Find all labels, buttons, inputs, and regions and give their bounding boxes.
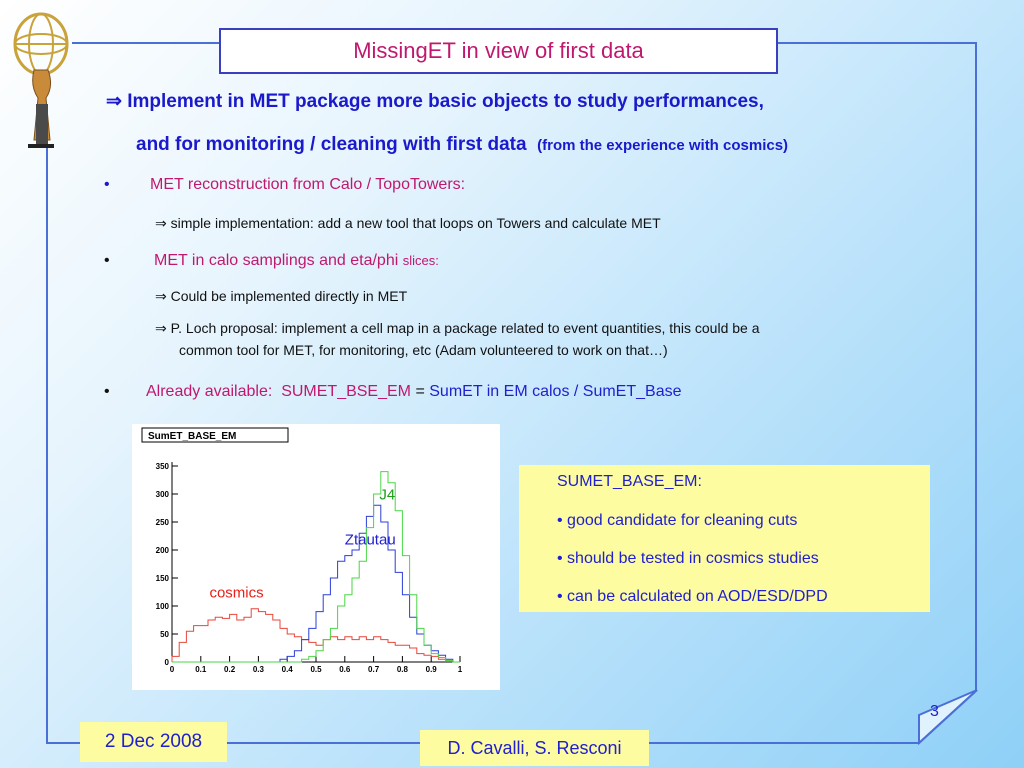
frame-bottom-mid-line: [227, 742, 420, 744]
footer-authors: D. Cavalli, S. Resconi: [420, 730, 649, 766]
bullet-marker: •: [104, 252, 110, 269]
y-tick-label: 0: [164, 658, 169, 667]
frame-left-line: [46, 148, 48, 742]
x-tick-label: 0.2: [224, 665, 236, 674]
x-tick-label: 0.4: [281, 665, 293, 674]
bullet-marker: •: [104, 176, 110, 193]
chart-title: SumET_BASE_EM: [148, 431, 237, 442]
info-box-line-3: • should be tested in cosmics studies: [557, 550, 819, 567]
x-tick-label: 0.5: [310, 665, 322, 674]
annotation-j4: J4: [379, 486, 396, 504]
headline-line2: [136, 134, 788, 156]
atlas-logo-icon: [10, 8, 72, 150]
bullet-3-text-b: SUMET_BSE_EM: [281, 383, 411, 400]
info-box: [519, 465, 930, 612]
x-tick-label: 0.6: [339, 665, 351, 674]
annotation-cosmics: cosmics: [209, 584, 264, 602]
frame-top-right-line: [775, 42, 977, 44]
page-curl-corner: [905, 685, 985, 747]
histogram-panel: [132, 424, 500, 690]
bullet-1: [104, 176, 466, 194]
bullet-1-text: MET reconstruction from Calo / TopoTowers:: [150, 176, 466, 193]
bullet-2-text: MET in calo samplings and eta/phi: [154, 252, 399, 269]
bullet-2-sub-1: ⇒ Could be implemented directly in MET: [155, 288, 408, 304]
bullet-3-text-wrap: [146, 383, 682, 401]
x-tick-label: 0.1: [195, 665, 207, 674]
series-ztautau: [172, 505, 460, 662]
headline-line1: [106, 90, 764, 113]
page-number: 3: [930, 703, 939, 720]
bullet-2-sub-3: common tool for MET, for monitoring, etc (Adam volunteered to work on that…): [179, 342, 668, 358]
y-tick-label: 200: [155, 546, 169, 555]
frame-bottom-right-line: [649, 742, 920, 744]
x-tick-label: 0: [169, 665, 175, 674]
y-tick-label: 150: [155, 574, 169, 583]
bullet-3-text-d: SumET in EM calos / SumET_Base: [429, 383, 682, 400]
y-tick-label: 250: [155, 518, 169, 527]
y-tick-label: 100: [155, 602, 169, 611]
y-tick-label: 300: [155, 490, 169, 499]
headline-paren: (from the experience with cosmics): [537, 137, 789, 154]
info-box-line-2: • good candidate for cleaning cuts: [557, 512, 798, 529]
info-box-line-1: SUMET_BASE_EM:: [557, 473, 702, 490]
bullet-2: [104, 252, 439, 270]
y-tick-label: 350: [155, 462, 169, 471]
x-tick-label: 1: [457, 665, 463, 674]
info-box-line-4: • can be calculated on AOD/ESD/DPD: [557, 588, 828, 605]
frame-bottom-line: [46, 742, 80, 744]
x-tick-label: 0.8: [396, 665, 408, 674]
headline-text-1: Implement in MET package more basic objects to study performances,: [127, 91, 764, 112]
headline-text-2: and for monitoring / cleaning with first data: [136, 134, 527, 155]
frame-top-line: [72, 42, 220, 44]
implies-arrow-icon: ⇒: [106, 91, 122, 112]
frame-right-line: [975, 42, 977, 690]
histogram-chart: [132, 424, 500, 690]
x-tick-label: 0.3: [252, 665, 264, 674]
bullet-2-text-wrap: [154, 252, 439, 270]
bullet-marker: •: [104, 383, 110, 400]
footer-date: 2 Dec 2008: [80, 722, 227, 762]
bullet-3: [104, 383, 682, 401]
x-tick-label: 0.7: [368, 665, 380, 674]
bullet-3-text-c: =: [415, 383, 425, 400]
x-tick-label: 0.9: [425, 665, 437, 674]
annotation-ztautau: Ztautau: [344, 531, 396, 549]
bullet-2-sub-2: ⇒ P. Loch proposal: implement a cell map in a package related to event quantities, this could be a: [155, 320, 760, 336]
y-tick-label: 50: [160, 630, 169, 639]
bullet-3-text-a: Already available:: [146, 383, 273, 400]
bullet-1-sub-1: ⇒ simple implementation: add a new tool that loops on Towers and calculate MET: [155, 215, 661, 231]
bullet-2-text-small: slices:: [402, 253, 439, 268]
slide-title: MissingET in view of first data: [219, 28, 778, 74]
